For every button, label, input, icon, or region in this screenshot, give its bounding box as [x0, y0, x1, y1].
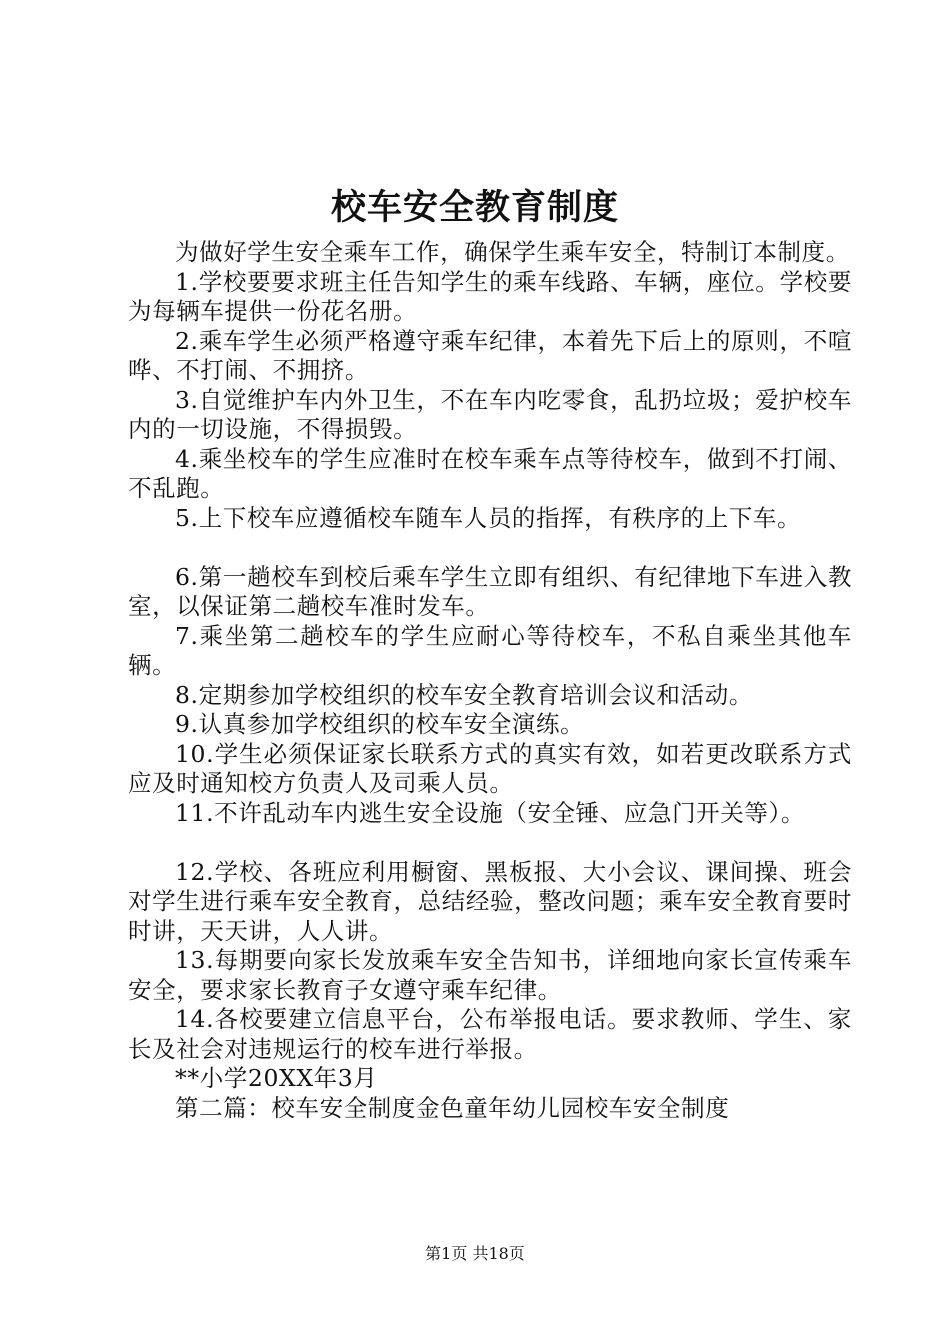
rule-item-14: 14.各校要建立信息平台，公布举报电话。要求教师、学生、家长及社会对违规运行的校车进行举报。 — [128, 1005, 852, 1063]
document-title: 校车安全教育制度 — [330, 187, 619, 228]
blank-line — [128, 533, 852, 563]
signature-line: **小学20XX年3月 — [175, 1064, 378, 1092]
rule-item-5: 5.上下校车应遵循校车随车人员的指挥，有秩序的上下车。 — [175, 503, 802, 532]
document-body — [128, 238, 852, 1123]
rule-item-8: 8.定期参加学校组织的校车安全教育培训会议和活动。 — [175, 680, 753, 709]
blank-line — [128, 828, 852, 858]
intro-paragraph: 为做好学生安全乘车工作，确保学生乘车安全，特制订本制度。 — [175, 238, 850, 266]
rule-item-3: 3.自觉维护车内外卫生，不在车内吃零食，乱扔垃圾；爱护校车内的一切设施，不得损毁。 — [128, 385, 852, 443]
rule-item-13: 13.每期要向家长发放乘车安全告知书，详细地向家长宣传乘车安全，要求家长教育子女遵守乘车纪律。 — [128, 946, 852, 1004]
rule-item-9: 9.认真参加学校组织的校车安全演练。 — [175, 710, 585, 738]
rule-item-6: 6.第一趟校车到校后乘车学生立即有组织、有纪律地下车进入教室，以保证第二趟校车准时发车。 — [128, 562, 852, 620]
rule-item-1: 1.学校要要求班主任告知学生的乘车线路、车辆，座位。学校要为每辆车提供一份花名册。 — [128, 267, 852, 325]
rule-item-7: 7.乘坐第二趟校车的学生应耐心等待校车，不私自乘坐其他车辆。 — [128, 621, 852, 679]
rule-item-12: 12.学校、各班应利用橱窗、黑板报、大小会议、课间操、班会对学生进行乘车安全教育，总结经验，整改问题；乘车安全教育要时时讲，天天讲，人人讲。 — [128, 857, 852, 945]
rule-item-2: 2.乘车学生必须严格遵守乘车纪律，本着先下后上的原则，不喧哗、不打闹、不拥挤。 — [128, 326, 852, 384]
rule-item-10: 10.学生必须保证家长联系方式的真实有效，如若更改联系方式应及时通知校方负责人及司乘人员。 — [128, 739, 852, 797]
page-footer: 第1页 共18页 — [425, 1244, 525, 1263]
next-section-heading: 第二篇：校车安全制度金色童年幼儿园校车安全制度 — [175, 1093, 730, 1122]
rule-item-11: 11.不许乱动车内逃生安全设施（安全锤、应急门开关等）。 — [175, 798, 805, 827]
rule-item-4: 4.乘坐校车的学生应准时在校车乘车点等待校车，做到不打闹、不乱跑。 — [128, 444, 852, 502]
